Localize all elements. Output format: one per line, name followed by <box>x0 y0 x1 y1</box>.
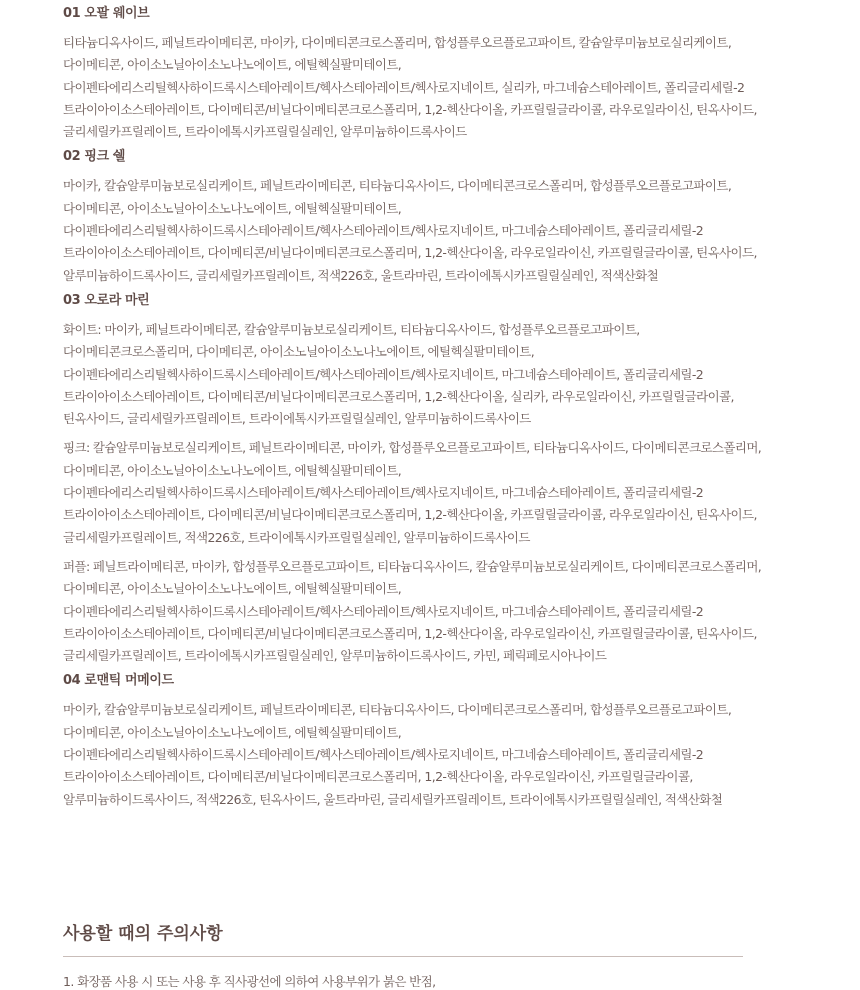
ingredient-line: 다이펜타에리스리틸헥사하이드록시스테아레이트/헥사스테아레이트/헥사로지네이트, 실리카, 마그네슘스테아레이트, 폴리글리세릴-2 <box>63 79 745 95</box>
ingredient-line: 다이펜타에리스리틸헥사하이드록시스테아레이트/헥사스테아레이트/헥사로지네이트, 마그네슘스테아레이트, 폴리글리세릴-2 <box>63 485 704 501</box>
ingredient-line: 다이메티콘크로스폴리머, 다이메티콘, 아이소노닐아이소노나노에이트, 에틸헥실팔미테이트, <box>63 344 535 360</box>
ingredient-line: 다이펜타에리스리틸헥사하이드록시스테아레이트/헥사스테아레이트/헥사로지네이트, 마그네슘스테아레이트, 폴리글리세릴-2 <box>63 223 704 239</box>
ingredient-line: 트라이아이소스테아레이트, 다이메티콘/비닐다이메티콘크로스폴리머, 1,2-헥산다이올, 라우로일라이신, 카프릴릴글라이콜, 틴옥사이드, <box>63 625 757 641</box>
ingredient-line: 트라이아이소스테아레이트, 다이메티콘/비닐다이메티콘크로스폴리머, 1,2-헥산다이올, 라우로일라이신, 카프릴릴글라이콜, <box>63 769 693 785</box>
section-pink-shell <box>63 143 793 286</box>
ingredient-line: 다이메티콘, 아이소노닐아이소노나노에이트, 에틸헥실팔미테이트, <box>63 462 402 478</box>
caution-first-item: 1. 화장품 사용 시 또는 사용 후 직사광선에 의하여 사용부위가 붉은 반점, <box>63 974 436 989</box>
ingredient-paragraph <box>63 175 793 286</box>
ingredient-line: 트라이아이소스테아레이트, 다이메티콘/비닐다이메티콘크로스폴리머, 1,2-헥산다이올, 카프릴릴글라이콜, 라우로일라이신, 틴옥사이드, <box>63 101 757 117</box>
ingredient-paragraph-purple <box>63 556 793 667</box>
section-romantic-mermaid <box>63 667 793 810</box>
ingredient-paragraph-white <box>63 319 793 430</box>
ingredient-line: 퍼플: 페닐트라이메티콘, 마이카, 합성플루오르플로고파이트, 티타늄디옥사이드, 칼슘알루미늄보로실리케이트, 다이메티콘크로스폴리머, <box>63 558 762 574</box>
ingredient-line: 알루미늄하이드록사이드, 적색226호, 틴옥사이드, 울트라마린, 글리세릴카프릴레이트, 트라이에톡시카프릴릴실레인, 적색산화철 <box>63 791 723 807</box>
ingredient-line: 마이카, 칼슘알루미늄보로실리케이트, 페닐트라이메티콘, 티타늄디옥사이드, 다이메티콘크로스폴리머, 합성플루오르플로고파이트, <box>63 178 732 194</box>
ingredient-line: 티타늄디옥사이드, 페닐트라이메티콘, 마이카, 다이메티콘크로스폴리머, 합성플루오르플로고파이트, 칼슘알루미늄보로실리케이트, <box>63 35 732 50</box>
ingredient-line: 글리세릴카프릴레이트, 트라이에톡시카프릴릴실레인, 알루미늄하이드록사이드, 카민, 페릭페로시아나이드 <box>63 648 607 664</box>
ingredient-paragraph <box>63 32 793 143</box>
ingredient-paragraph <box>63 699 793 810</box>
ingredient-line: 다이메티콘, 아이소노닐아이소노나노에이트, 에틸헥실팔미테이트, <box>63 724 402 740</box>
ingredient-line: 다이펜타에리스리틸헥사하이드록시스테아레이트/헥사스테아레이트/헥사로지네이트, 마그네슘스테아레이트, 폴리글리세릴-2 <box>63 603 704 619</box>
ingredient-line: 알루미늄하이드록사이드, 글리세릴카프릴레이트, 적색226호, 울트라마린, 트라이에톡시카프릴릴실레인, 적색산화철 <box>63 267 659 283</box>
ingredient-line: 화이트: 마이카, 페닐트라이메티콘, 칼슘알루미늄보로실리케이트, 티타늄디옥사이드, 합성플루오르플로고파이트, <box>63 321 640 337</box>
ingredient-line: 핑크: 칼슘알루미늄보로실리케이트, 페닐트라이메티콘, 마이카, 합성플루오르플로고파이트, 티타늄디옥사이드, 다이메티콘크로스폴리머, <box>63 440 762 456</box>
ingredient-line: 트라이아이소스테아레이트, 다이메티콘/비닐다이메티콘크로스폴리머, 1,2-헥산다이올, 카프릴릴글라이콜, 라우로일라이신, 틴옥사이드, <box>63 507 757 523</box>
section-opal-wave <box>63 0 793 143</box>
ingredient-line: 다이메티콘, 아이소노닐아이소노나노에이트, 에틸헥실팔미테이트, <box>63 200 402 216</box>
section-title: 03 오로라 마린 <box>63 292 150 308</box>
ingredient-line: 마이카, 칼슘알루미늄보로실리케이트, 페닐트라이메티콘, 티타늄디옥사이드, 다이메티콘크로스폴리머, 합성플루오르플로고파이트, <box>63 702 732 718</box>
section-aurora-marine <box>63 287 793 667</box>
ingredient-line: 다이메티콘, 아이소노닐아이소노나노에이트, 에틸헥실팔미테이트, <box>63 57 402 73</box>
section-title: 01 오팔 웨이브 <box>63 6 150 21</box>
ingredient-line: 글리세릴카프릴레이트, 적색226호, 트라이에톡시카프릴릴실레인, 알루미늄하이드록사이드 <box>63 529 530 545</box>
caution-section <box>63 920 743 990</box>
caution-title: 사용할 때의 주의사항 <box>63 920 743 957</box>
ingredient-line: 트라이아이소스테아레이트, 다이메티콘/비닐다이메티콘크로스폴리머, 1,2-헥산다이올, 라우로일라이신, 카프릴릴글라이콜, 틴옥사이드, <box>63 245 757 261</box>
ingredient-line: 다이펜타에리스리틸헥사하이드록시스테아레이트/헥사스테아레이트/헥사로지네이트, 마그네슘스테아레이트, 폴리글리세릴-2 <box>63 747 704 763</box>
section-title: 04 로맨틱 머메이드 <box>63 673 174 689</box>
ingredients-list <box>63 0 793 811</box>
ingredient-line: 트라이아이소스테아레이트, 다이메티콘/비닐다이메티콘크로스폴리머, 1,2-헥산다이올, 실리카, 라우로일라이신, 카프릴릴글라이콜, <box>63 388 734 404</box>
section-title: 02 핑크 쉘 <box>63 149 126 165</box>
ingredient-line: 다이펜타에리스리틸헥사하이드록시스테아레이트/헥사스테아레이트/헥사로지네이트, 마그네슘스테아레이트, 폴리글리세릴-2 <box>63 366 704 382</box>
ingredient-line: 다이메티콘, 아이소노닐아이소노나노에이트, 에틸헥실팔미테이트, <box>63 581 402 597</box>
ingredient-line: 글리세릴카프릴레이트, 트라이에톡시카프릴릴실레인, 알루미늄하이드록사이드 <box>63 124 467 140</box>
ingredient-line: 틴옥사이드, 글리세릴카프릴레이트, 트라이에톡시카프릴릴실레인, 알루미늄하이드록사이드 <box>63 411 531 427</box>
ingredient-paragraph-pink <box>63 437 793 548</box>
